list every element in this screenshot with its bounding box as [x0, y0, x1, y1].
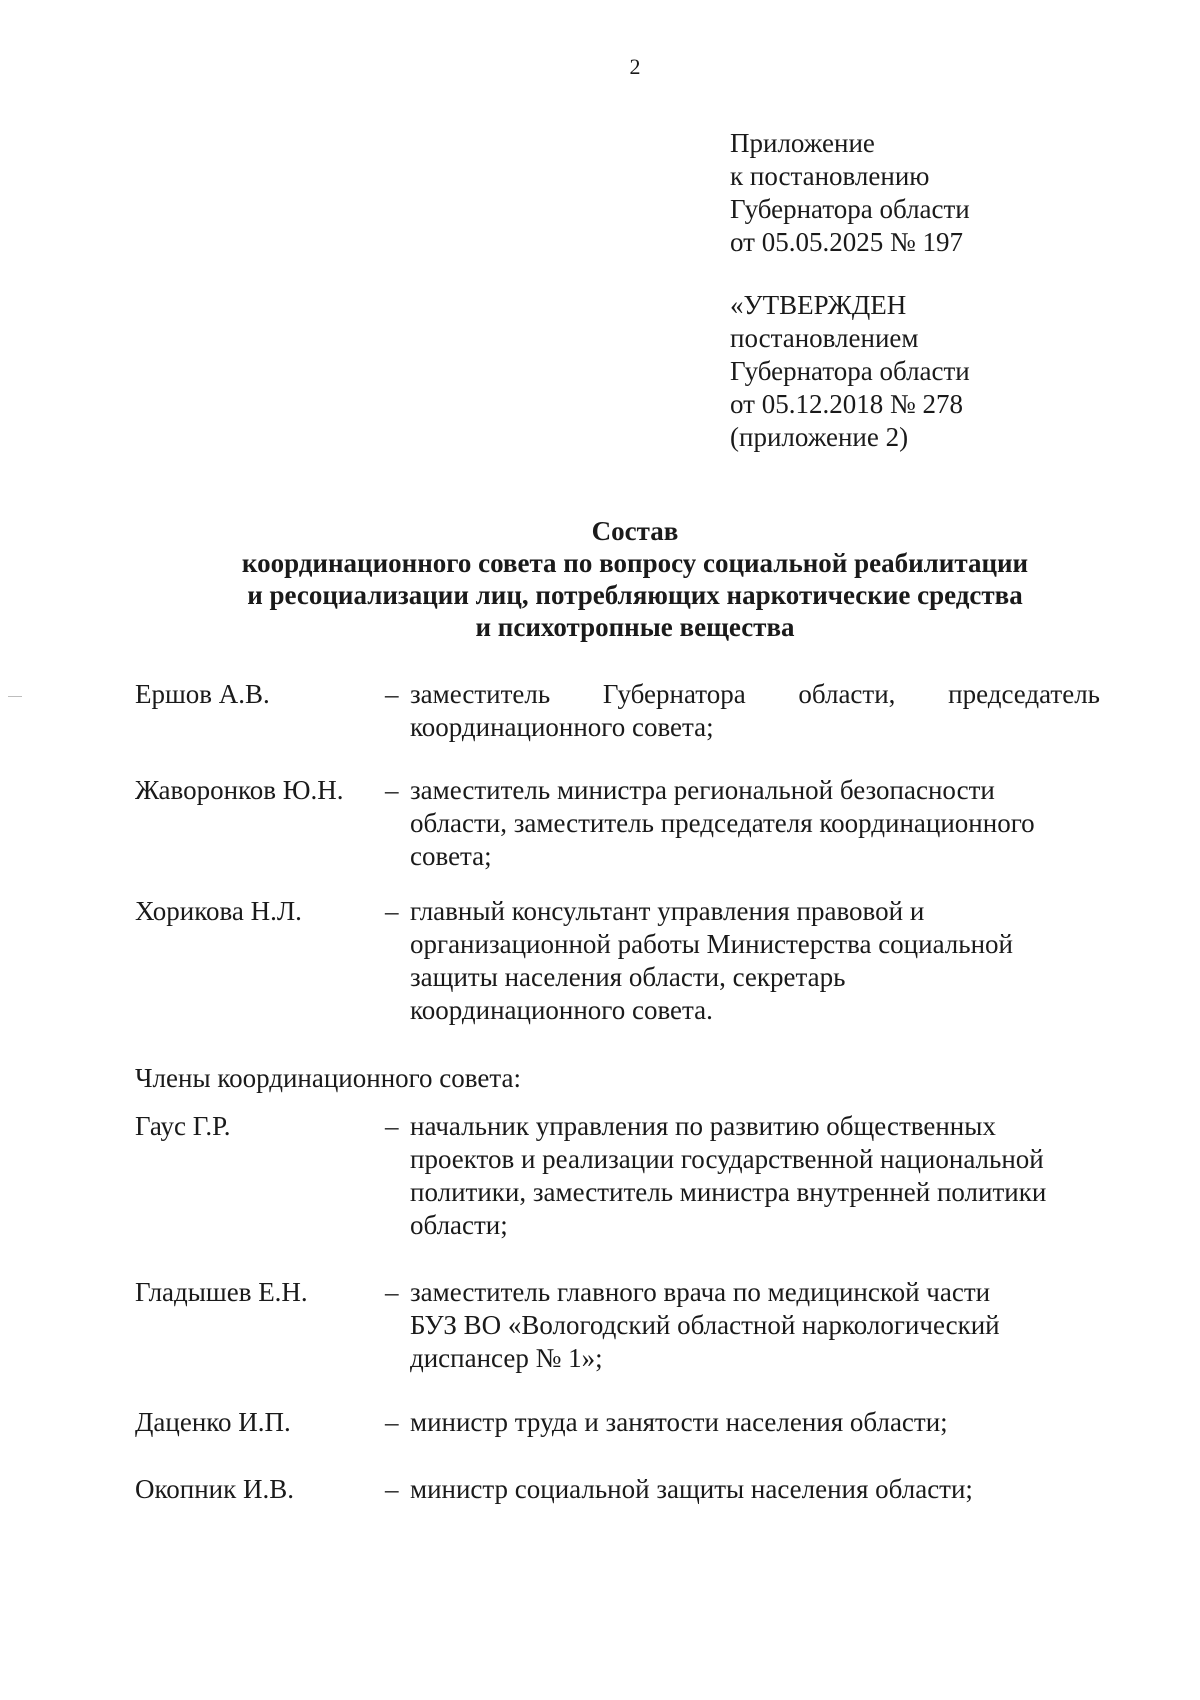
approved-line: «УТВЕРЖДЕН: [730, 290, 907, 320]
member-dash: –: [385, 1474, 399, 1504]
annex-line: к постановлению: [730, 161, 930, 191]
member-name: Хорикова Н.Л.: [135, 896, 302, 926]
role-line: области, заместитель председателя координационного: [410, 808, 1035, 838]
role-line: министр социальной защиты населения области;: [410, 1474, 973, 1504]
member-role: [410, 895, 1100, 1027]
role-line: координационного совета;: [410, 712, 714, 742]
member-name: Гаус Г.Р.: [135, 1111, 231, 1141]
member-role: [410, 1110, 1100, 1242]
role-line: политики, заместитель министра внутренней политики: [410, 1177, 1047, 1207]
annex-block: [730, 127, 970, 259]
member-name: Окопник И.В.: [135, 1474, 294, 1504]
annex-line: Губернатора области: [730, 194, 970, 224]
role-line: проектов и реализации государственной национальной: [410, 1144, 1044, 1174]
members-heading: Члены координационного совета:: [135, 1063, 521, 1093]
member-name: Гладышев Е.Н.: [135, 1277, 308, 1307]
approved-line: (приложение 2): [730, 422, 909, 452]
role-line: заместитель Губернатора области, председатель: [410, 679, 1100, 709]
annex-line: Приложение: [730, 128, 875, 158]
approved-line: Губернатора области: [730, 356, 970, 386]
role-line: БУЗ ВО «Вологодский областной наркологический: [410, 1310, 1000, 1340]
approved-block: [730, 289, 970, 454]
member-name: Жаворонков Ю.Н.: [135, 775, 344, 805]
member-role: [410, 1406, 1100, 1439]
title-line: координационного совета по вопросу социальной реабилитации: [241, 548, 1029, 578]
document-title: [150, 515, 1120, 643]
approved-line: от 05.12.2018 № 278: [730, 389, 963, 419]
member-dash: –: [385, 679, 399, 709]
role-line: организационной работы Министерства социальной: [410, 929, 1013, 959]
member-dash: –: [385, 775, 399, 805]
title-line: и ресоциализации лиц, потребляющих наркотические средства: [247, 580, 1023, 610]
role-line: диспансер № 1»;: [410, 1343, 603, 1373]
role-line: заместитель главного врача по медицинской части: [410, 1277, 991, 1307]
member-role: [410, 1276, 1100, 1375]
role-line: области;: [410, 1210, 508, 1240]
member-dash: –: [385, 896, 399, 926]
role-line: защиты населения области, секретарь: [410, 962, 846, 992]
approved-line: постановлением: [730, 323, 919, 353]
title-line: и психотропные вещества: [475, 612, 795, 642]
member-dash: –: [385, 1111, 399, 1141]
member-dash: –: [385, 1277, 399, 1307]
member-name: Ершов А.В.: [135, 679, 270, 709]
role-line: координационного совета.: [410, 995, 713, 1025]
member-dash: –: [385, 1407, 399, 1437]
role-line: совета;: [410, 841, 492, 871]
member-name: Даценко И.П.: [135, 1407, 291, 1437]
member-role: [410, 774, 1100, 873]
member-role: [410, 678, 1100, 744]
role-line: начальник управления по развитию общественных: [410, 1111, 996, 1141]
page-number: 2: [629, 54, 641, 79]
title-line: Состав: [591, 516, 679, 546]
member-role: [410, 1473, 1100, 1506]
role-line: министр труда и занятости населения области;: [410, 1407, 948, 1437]
annex-line: от 05.05.2025 № 197: [730, 227, 963, 257]
role-line: заместитель министра региональной безопасности: [410, 775, 995, 805]
scan-artifact: [8, 696, 22, 697]
role-line: главный консультант управления правовой и: [410, 896, 925, 926]
